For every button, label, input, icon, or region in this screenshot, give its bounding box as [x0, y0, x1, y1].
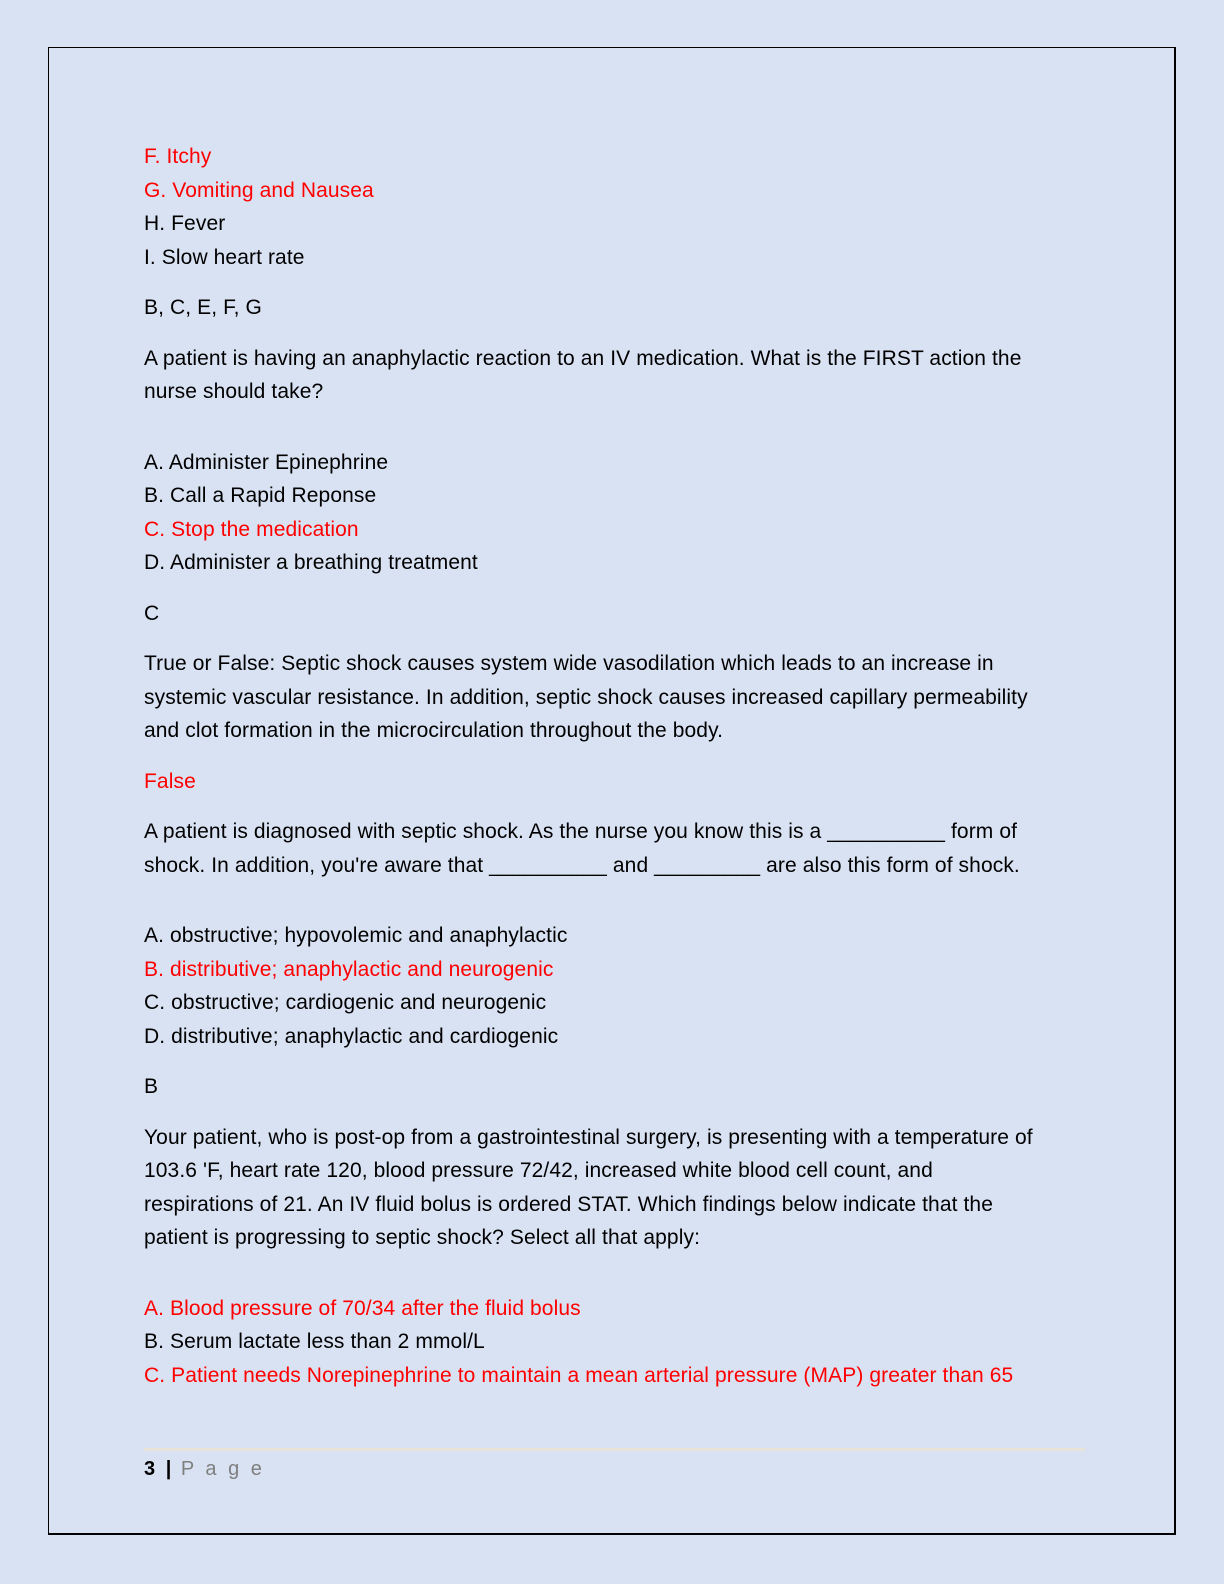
text-line: A patient is having an anaphylactic reaction to an IV medication. What is the FIRST action the [144, 346, 1022, 370]
text-line: G. Vomiting and Nausea [144, 178, 374, 202]
question-5-options [144, 1292, 1104, 1393]
text-line: I. Slow heart rate [144, 245, 305, 269]
footer-text [144, 1456, 1085, 1482]
question-4-answer [144, 1070, 1104, 1104]
text-line: D. distributive; anaphylactic and cardiogenic [144, 1024, 559, 1048]
text-line: A. Blood pressure of 70/34 after the fluid bolus [144, 1296, 581, 1320]
text-line: systemic vascular resistance. In addition, septic shock causes increased capillary permeability [144, 685, 1028, 709]
text-line: B [144, 1075, 159, 1098]
question-2-answer [144, 597, 1104, 631]
question-2-stem [144, 342, 1104, 409]
text-line: H. Fever [144, 212, 226, 235]
page-footer [144, 1448, 1085, 1482]
text-line: True or False: Septic shock causes system wide vasodilation which leads to an increase in [144, 652, 994, 675]
text-line: C. obstructive; cardiogenic and neurogenic [144, 991, 547, 1014]
question-2-options [144, 446, 1104, 580]
blank-line [144, 899, 1104, 919]
text-line: D. Administer a breathing treatment [144, 551, 478, 574]
text-line: A patient is diagnosed with septic shock. As the nurse you know this is a __________ form of [144, 820, 1018, 843]
blank-line [144, 1272, 1104, 1292]
text-line: B. distributive; anaphylactic and neurogenic [144, 957, 554, 981]
text-line: and clot formation in the microcirculation throughout the body. [144, 719, 724, 742]
blank-line [144, 426, 1104, 446]
text-line: A. obstructive; hypovolemic and anaphylactic [144, 924, 568, 947]
question-3-answer [144, 765, 1104, 799]
text-line: respirations of 21. An IV fluid bolus is ordered STAT. Which findings below indicate that the [144, 1192, 993, 1216]
question-3-stem [144, 647, 1104, 748]
footer-page-label: P a g e [180, 1458, 265, 1480]
text-line: F. Itchy [144, 145, 212, 168]
document-page [48, 47, 1176, 1535]
text-line: shock. In addition, you're aware that __________ and _________ are also this form of shock. [144, 853, 1020, 877]
question-1-answer [144, 291, 1104, 325]
text-line: C. Patient needs Norepinephrine to maintain a mean arterial pressure (MAP) greater than 65 [144, 1363, 1014, 1387]
page-number: 3 [144, 1458, 157, 1480]
text-line: Your patient, who is post-op from a gastrointestinal surgery, is presenting with a temperature of [144, 1125, 1033, 1149]
question-4-stem [144, 815, 1104, 882]
text-line: C [144, 601, 160, 625]
footer-divider [144, 1448, 1085, 1451]
text-line: A. Administer Epinephrine [144, 450, 389, 474]
text-line: patient is progressing to septic shock? Select all that apply: [144, 1226, 701, 1249]
text-line: B. Serum lactate less than 2 mmol/L [144, 1330, 485, 1353]
text-line: nurse should take? [144, 380, 324, 403]
question-1-options [144, 140, 1104, 274]
footer-separator: | [165, 1458, 172, 1480]
text-line: B, C, E, F, G [144, 296, 262, 319]
text-line: B. Call a Rapid Reponse [144, 484, 377, 507]
text-line: 103.6 'F, heart rate 120, blood pressure 72/42, increased white blood cell count, and [144, 1159, 933, 1182]
document-content [144, 140, 1104, 1409]
text-line: False [144, 769, 196, 793]
question-5-stem [144, 1121, 1104, 1255]
text-line: C. Stop the medication [144, 517, 359, 541]
question-4-options [144, 919, 1104, 1053]
